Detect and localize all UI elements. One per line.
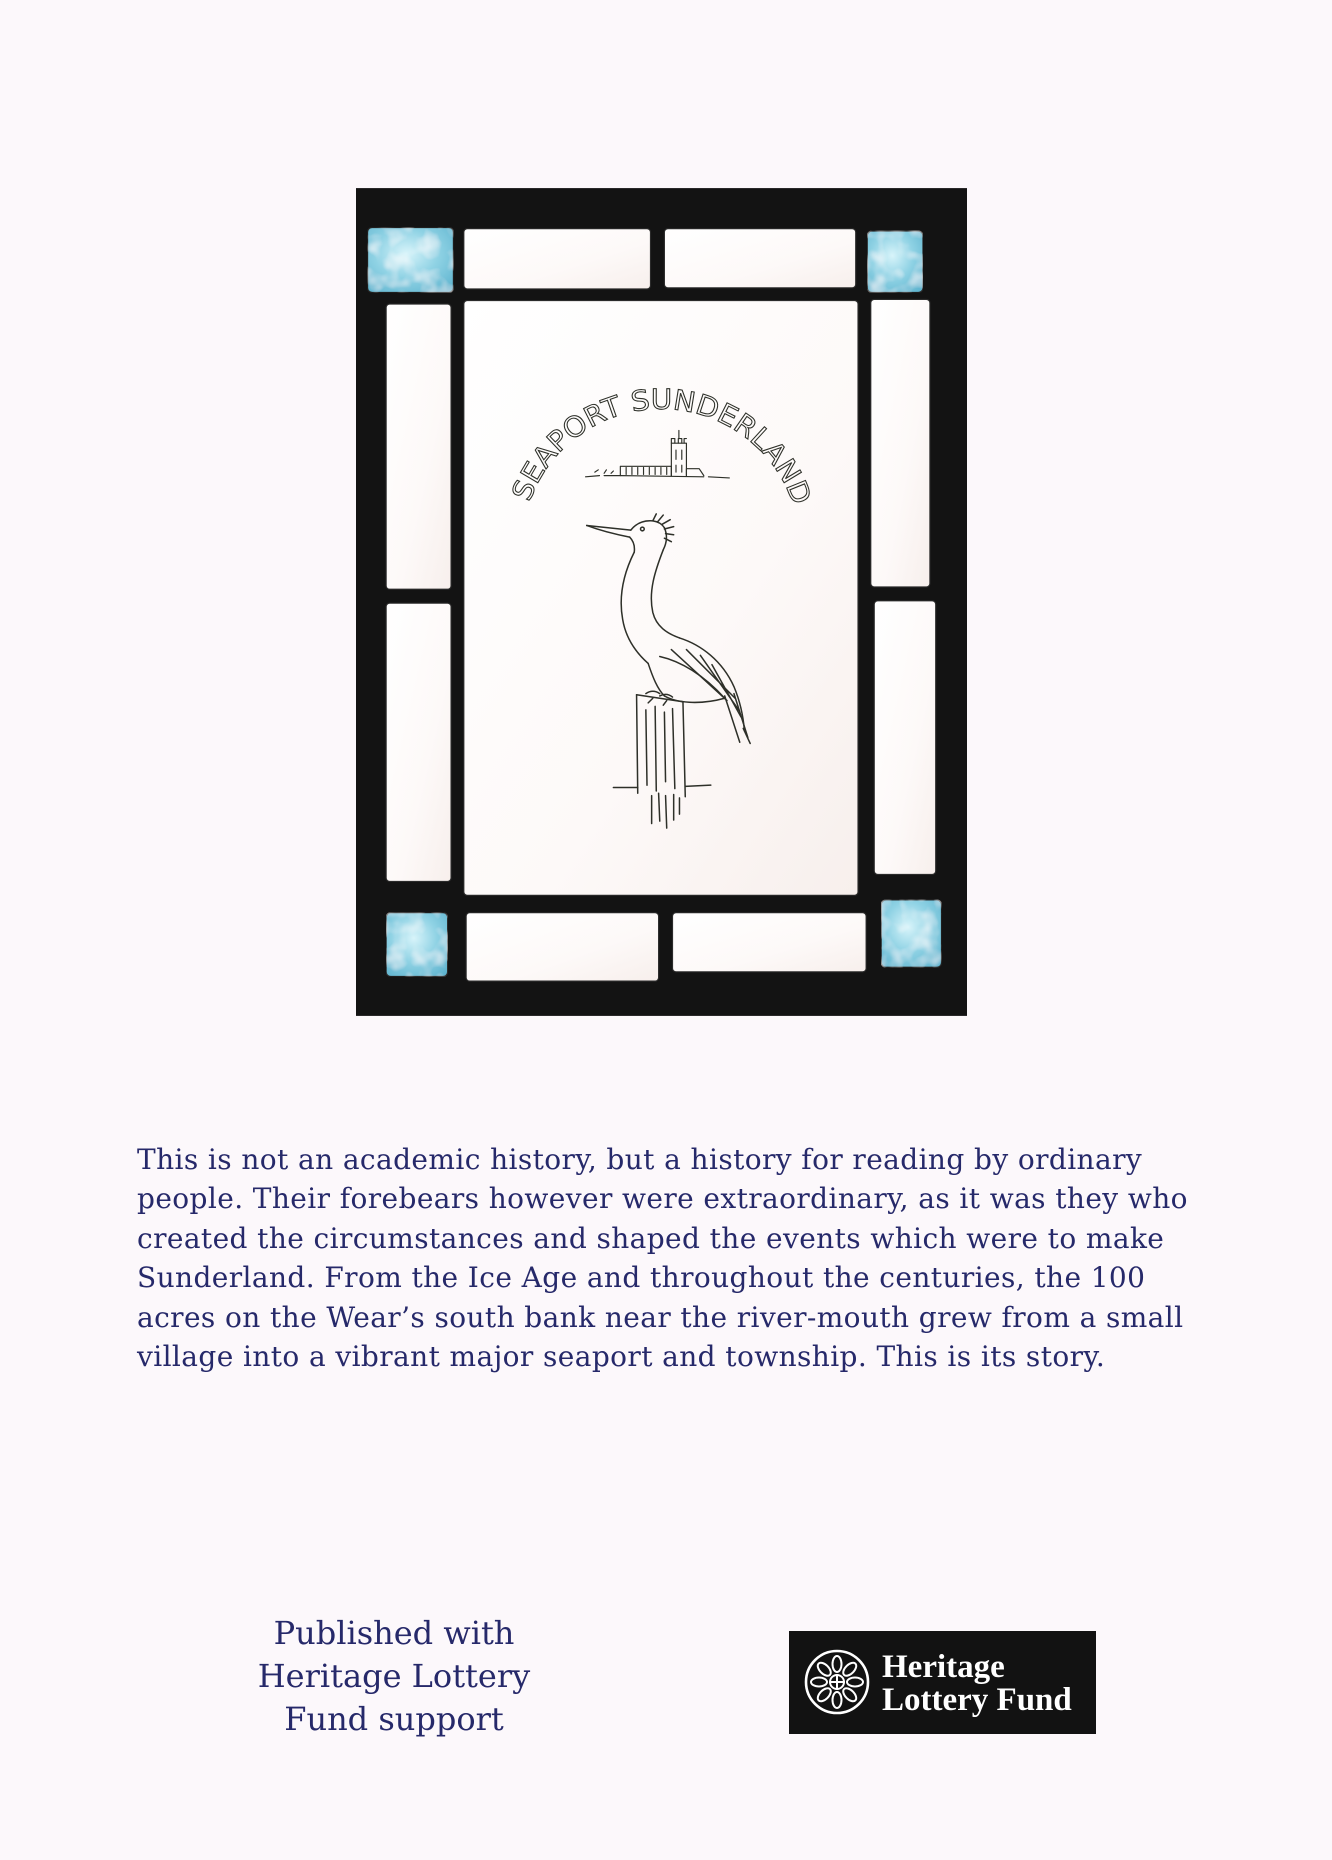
clear-glass-right-lower bbox=[874, 601, 935, 875]
publisher-note bbox=[244, 1612, 544, 1741]
publisher-note-line: Heritage Lottery bbox=[257, 1657, 531, 1695]
blurb bbox=[137, 1140, 1188, 1376]
blue-glass-corner-top-left bbox=[368, 228, 454, 293]
blurb-line: Sunderland. From the Ice Age and throughout the centuries, the 100 bbox=[137, 1261, 1146, 1295]
blurb-line: village into a vibrant major seaport and township. This is its story. bbox=[137, 1340, 1106, 1374]
stained-glass-panel bbox=[356, 188, 967, 1016]
blue-glass-corner-bottom-right bbox=[881, 900, 941, 967]
logo-text-line1: Heritage bbox=[882, 1649, 1005, 1685]
blurb-line: acres on the Wear’s south bank near the river-mouth grew from a small bbox=[137, 1300, 1184, 1334]
publisher-note-line: Fund support bbox=[284, 1700, 504, 1738]
blue-glass-corner-bottom-left bbox=[386, 913, 447, 977]
clear-glass-top-left bbox=[464, 229, 651, 289]
clear-glass-left-upper bbox=[386, 304, 451, 589]
clear-glass-top-right bbox=[664, 229, 855, 288]
publisher-note-line: Published with bbox=[273, 1614, 515, 1652]
clear-glass-right-upper bbox=[871, 299, 930, 587]
logo-text-line2: Lottery Fund bbox=[882, 1682, 1072, 1718]
blurb-line: created the circumstances and shaped the events which were to make bbox=[137, 1221, 1165, 1255]
blurb-line: This is not an academic history, but a history for reading by ordinary bbox=[137, 1143, 1143, 1176]
etched-title-text: SEAPORT SUNDERLAND bbox=[505, 382, 818, 508]
heritage-lottery-fund-logo bbox=[789, 1631, 1096, 1734]
clear-glass-bottom-left bbox=[466, 913, 658, 981]
clear-glass-bottom-right bbox=[673, 913, 867, 972]
blurb-line: people. Their forebears however were extraordinary, as it was they who bbox=[137, 1182, 1188, 1216]
blue-glass-corner-top-right bbox=[867, 231, 923, 292]
clear-glass-left-lower bbox=[386, 603, 451, 881]
